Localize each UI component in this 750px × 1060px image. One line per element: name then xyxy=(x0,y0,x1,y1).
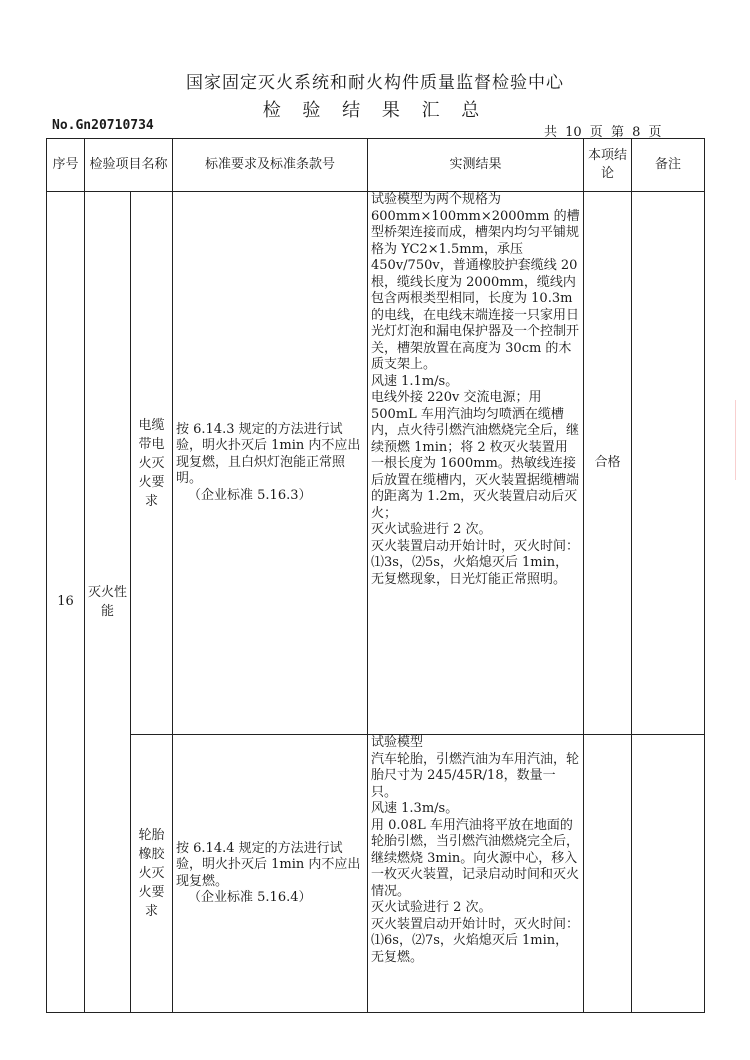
header-seq: 序号 xyxy=(47,139,85,192)
sub2-result-p1: 试验模型 xyxy=(371,735,424,750)
sub2-name: 轮胎橡胶火灭火要求 xyxy=(131,735,173,1013)
sub1-result-p1: 试验模型为两个规格为 600mm×100mm×2000mm 的槽型桥架连接而成，槽架内均匀平铺规格为 YC2×1.5mm，承压 450v/750v，普通橡胶护套缆线 20 根，缆线长度为 2000mm，缆线内包含两根类型相同，长度为 10.3m 的电线，在电线末端连接一只家用日光灯灯泡和漏电保护器及一个控制开关，槽架放置在高度为 30cm 的木质支架上。 xyxy=(371,192,580,372)
sub1-result-p4: 灭火试验进行 2 次。 xyxy=(371,522,492,537)
sub2-result-p2: 汽车轮胎，引燃汽油为车用汽油，轮胎尺寸为 245/45R/18，数量一只。 xyxy=(371,751,580,800)
sub1-standard: （企业标准 5.16.3） xyxy=(188,487,312,503)
header-result: 实测结果 xyxy=(368,139,584,192)
sub2-result-p5: 灭火试验进行 2 次。 xyxy=(371,900,492,915)
page-info: 共 10 页 第 8 页 xyxy=(544,125,662,140)
sub2-requirement: 按 6.14.4 规定的方法进行试验，明火扑灭后 1min 内不应出现复燃。 xyxy=(176,840,361,889)
sub2-result-p3: 风速 1.3m/s。 xyxy=(371,801,459,816)
header-conclusion: 本项结论 xyxy=(584,139,632,192)
seal-stamp-edge xyxy=(735,400,750,480)
sub2-result-p4: 用 0.08L 车用汽油将平放在地面的轮胎引燃，当引燃汽油燃烧完全后，继续燃烧 3min。向火源中心，移入一枚灭火装置，记录启动时间和灭火情况。 xyxy=(371,817,580,899)
sub1-remark xyxy=(632,192,705,735)
document-number: No.Gn20710734 xyxy=(52,118,154,133)
report-title: 国家固定灭火系统和耐火构件质量监督检验中心 xyxy=(186,73,564,93)
sub1-result-p3: 电线外接 220v 交流电源；用 500mL 车用汽油均匀喷洒在缆槽内，点火待引燃汽油燃烧完全后，继续预燃 1min；将 2 枚灭火装置用一根长度为 1600mm。热敏线连接后放置在缆槽内，灭火装置据缆槽端的距离为 1.2m，灭火装置启动后灭火； xyxy=(371,390,580,521)
sub1-result-cell xyxy=(368,192,584,735)
sub1-result-p5: 灭火装置启动开始计时，灭火时间：⑴3s，⑵5s，火焰熄灭后 1min，无复燃现象，日光灯能正常照明。 xyxy=(371,538,580,587)
report-subtitle: 检 验 结 果 汇 总 xyxy=(262,100,488,121)
row-seq: 16 xyxy=(47,192,85,1013)
table-row xyxy=(47,192,705,735)
sub1-result-p2: 风速 1.1m/s。 xyxy=(371,373,459,389)
sub2-standard: （企业标准 5.16.4） xyxy=(188,890,312,905)
row-category: 灭火性能 xyxy=(85,192,131,1013)
sub1-requirement: 按 6.14.3 规定的方法进行试验，明火扑灭后 1min 内不应出现复燃，且白炽灯泡能正常照明。 xyxy=(176,421,361,487)
sub1-name: 电缆带电火灭火要求 xyxy=(131,192,173,735)
header-requirement: 标准要求及标准条款号 xyxy=(173,139,368,192)
sub2-requirement-cell xyxy=(173,735,368,1013)
sub1-requirement-cell xyxy=(173,192,368,735)
header-item: 检验项目名称 xyxy=(85,139,173,192)
sub2-result-cell xyxy=(368,735,584,1013)
table-row xyxy=(47,735,705,1013)
table-header-row xyxy=(47,139,705,192)
sub2-result-p6: 灭火装置启动开始计时，灭火时间：⑴6s，⑵7s，火焰熄灭后 1min，无复燃。 xyxy=(371,916,580,965)
results-table xyxy=(46,138,705,1013)
sub1-conclusion: 合格 xyxy=(584,192,632,735)
sub2-remark xyxy=(632,735,705,1013)
sub2-conclusion xyxy=(584,735,632,1013)
header-remark: 备注 xyxy=(632,139,705,192)
